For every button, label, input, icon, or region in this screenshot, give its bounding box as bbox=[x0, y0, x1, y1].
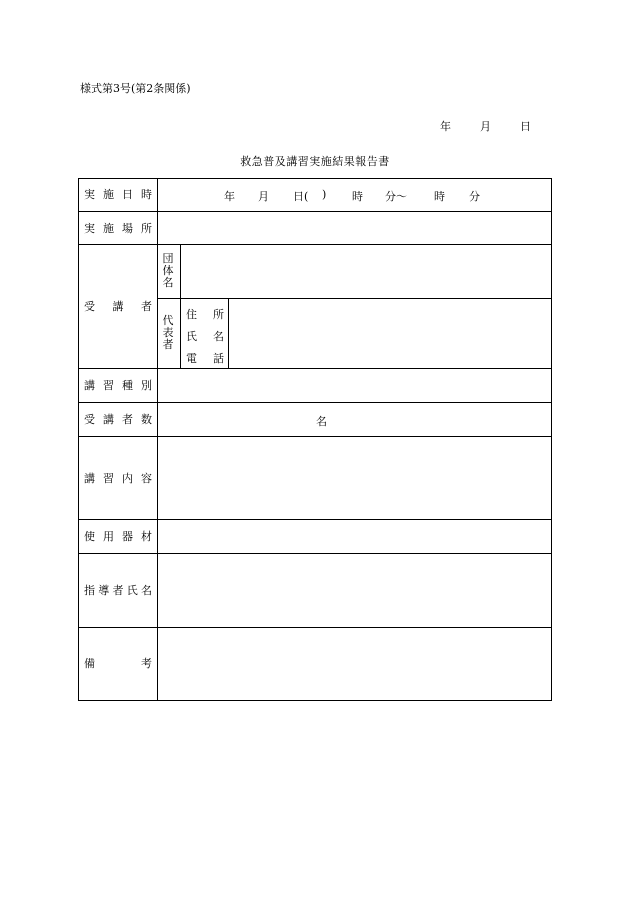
datetime-hour-end: 時 bbox=[434, 190, 445, 203]
label-instructor: 指 導 者 氏 名 bbox=[84, 584, 152, 597]
label-remarks: 備 考 bbox=[84, 657, 152, 670]
label-datetime: 実 施 日 時 bbox=[84, 188, 152, 201]
label-attendee-count: 受 講 者 数 bbox=[84, 413, 152, 426]
label-address: 住 所 bbox=[186, 308, 224, 321]
label-course-content: 講 習 内 容 bbox=[84, 472, 152, 485]
label-attendees: 受 講 者 bbox=[84, 300, 152, 313]
label-equipment: 使 用 器 材 bbox=[84, 530, 152, 543]
date-day: 日 bbox=[520, 120, 531, 133]
datetime-minute-start: 分〜 bbox=[385, 190, 407, 203]
label-name: 氏 名 bbox=[186, 330, 224, 343]
datetime-minute-end: 分 bbox=[469, 190, 480, 203]
date-month: 月 bbox=[480, 120, 491, 133]
datetime-dow-close: ) bbox=[322, 188, 327, 201]
document-title: 救急普及講習実施結果報告書 bbox=[240, 155, 390, 168]
report-date bbox=[440, 118, 531, 134]
label-representative: 代 表 者 bbox=[162, 314, 174, 351]
label-course-type: 講 習 種 別 bbox=[84, 379, 152, 392]
datetime-year: 年 bbox=[224, 190, 235, 203]
date-year: 年 bbox=[440, 120, 451, 133]
label-phone: 電 話 bbox=[186, 352, 224, 365]
attendee-count-unit: 名 bbox=[316, 415, 327, 428]
label-place: 実 施 場 所 bbox=[84, 222, 152, 235]
datetime-day: 日( bbox=[293, 190, 309, 203]
form-number: 様式第3号(第2条関係) bbox=[80, 82, 191, 95]
datetime-month: 月 bbox=[258, 190, 269, 203]
label-group-name: 団 体 名 bbox=[162, 252, 174, 289]
datetime-hour-start: 時 bbox=[352, 190, 363, 203]
